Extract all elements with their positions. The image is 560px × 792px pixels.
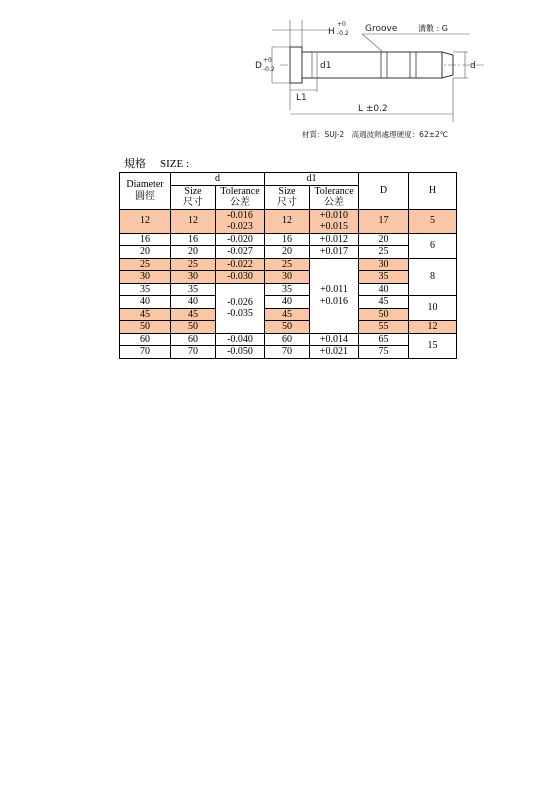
d-tol-cell: -0.027 xyxy=(216,246,265,259)
h-cell: 5 xyxy=(409,209,457,233)
guide-pin-drawing xyxy=(250,10,500,145)
diameter-header-cn: 圓徑 xyxy=(135,190,155,202)
d1-tol-cell: +0.017 xyxy=(310,246,359,259)
size-heading-en: SIZE : xyxy=(160,158,190,170)
table-row xyxy=(120,296,457,309)
big-d-cell: 17 xyxy=(359,209,409,233)
dia-cell: 60 xyxy=(120,333,171,346)
d1-shared-tol-lower: +0.016 xyxy=(319,295,349,307)
dia-cell: 45 xyxy=(120,308,171,321)
d-size-cell: 40 xyxy=(171,296,216,309)
table-row xyxy=(120,246,457,259)
d1-shared-tol-upper: +0.011 xyxy=(320,284,348,295)
d-tol-cell: -0.040 xyxy=(216,333,265,346)
big-d-cell: 25 xyxy=(359,246,409,259)
d-tol-upper: +0 xyxy=(263,57,272,64)
table-row xyxy=(120,209,457,233)
d-label: d xyxy=(470,61,476,71)
dia-cell: 30 xyxy=(120,271,171,284)
h-tol-upper: +0 xyxy=(337,21,346,28)
dia-cell: 50 xyxy=(120,321,171,334)
d-tol-upper: -0.016 xyxy=(227,209,253,221)
big-d-cell: 35 xyxy=(359,271,409,284)
d1-size-cell: 50 xyxy=(265,321,310,334)
big-d-cell: 40 xyxy=(359,283,409,296)
d-tol-cell: -0.050 xyxy=(216,346,265,359)
d1-tol-cell: +0.014 xyxy=(310,333,359,346)
d1-size-header-cn: 尺寸 xyxy=(277,197,297,208)
d1-tol-cell: +0.021 xyxy=(310,346,359,359)
table-row xyxy=(120,308,457,321)
d-tol-cell: -0.030 xyxy=(216,271,265,284)
big-d-cell: 20 xyxy=(359,233,409,246)
d-shared-tol-cell xyxy=(216,283,265,333)
table-header-row xyxy=(120,173,457,186)
dia-cell: 40 xyxy=(120,296,171,309)
d1-tol-header-cn: 公差 xyxy=(324,197,344,208)
dia-cell: 25 xyxy=(120,258,171,271)
d-size-cell: 16 xyxy=(171,233,216,246)
material-note: 材質：SUJ-2 高週波熱處理硬度：62±2℃ xyxy=(302,130,449,139)
h-header: H xyxy=(409,173,457,210)
d-size-cell: 20 xyxy=(171,246,216,259)
diameter-header xyxy=(120,173,171,210)
groove-count-label: 溝數 : G xyxy=(418,24,448,33)
dia-cell: 35 xyxy=(120,283,171,296)
table-row xyxy=(120,283,457,296)
d-tol-lower: -0.2 xyxy=(263,66,275,73)
d-tol-header-cn: 公差 xyxy=(230,197,250,208)
d1-size-cell: 60 xyxy=(265,333,310,346)
table-row xyxy=(120,346,457,359)
d-size-cell: 60 xyxy=(171,333,216,346)
d-size-cell: 25 xyxy=(171,258,216,271)
h-tol-lower: -0.2 xyxy=(337,30,349,37)
h-cell: 8 xyxy=(409,258,457,296)
d1-size-cell: 70 xyxy=(265,346,310,359)
table-row xyxy=(120,258,457,271)
d-tol-lower: -0.023 xyxy=(227,221,253,232)
d-shared-tol-upper: -0.026 xyxy=(227,296,253,308)
d-size-cell: 45 xyxy=(171,308,216,321)
h-label: H xyxy=(328,27,335,37)
table-row xyxy=(120,333,457,346)
d1-size-cell: 25 xyxy=(265,258,310,271)
d-tol-cell: -0.020 xyxy=(216,233,265,246)
d1-size-cell: 20 xyxy=(265,246,310,259)
d1-tol-cell xyxy=(310,209,359,233)
d1-shared-tol-cell xyxy=(310,258,359,333)
big-d-cell: 30 xyxy=(359,258,409,271)
d1-size-header xyxy=(265,185,310,209)
d1-header: d1 xyxy=(265,173,359,186)
table-row xyxy=(120,321,457,334)
dia-cell: 70 xyxy=(120,346,171,359)
d-shared-tol-lower: -0.035 xyxy=(227,308,253,319)
d-header: d xyxy=(171,173,265,186)
d1-tol-header xyxy=(310,185,359,209)
d1-tol-upper: +0.010 xyxy=(319,209,349,221)
h-cell: 12 xyxy=(409,321,457,334)
big-d-header: D xyxy=(359,173,409,210)
d-size-cell: 70 xyxy=(171,346,216,359)
big-d-cell: 50 xyxy=(359,308,409,321)
d1-size-header-en: Size xyxy=(278,185,296,197)
d-size-cell: 35 xyxy=(171,283,216,296)
size-table xyxy=(119,172,457,359)
d-size-header-en: Size xyxy=(184,185,202,197)
l-label: L ±0.2 xyxy=(358,104,388,114)
dia-cell: 12 xyxy=(120,209,171,233)
table-row xyxy=(120,233,457,246)
h-cell: 15 xyxy=(409,333,457,358)
table-row xyxy=(120,271,457,284)
d1-size-cell: 45 xyxy=(265,308,310,321)
d-tol-cell: -0.022 xyxy=(216,258,265,271)
d-size-header-cn: 尺寸 xyxy=(183,197,203,208)
size-heading-cn: 規格 xyxy=(124,158,146,170)
h-cell: 6 xyxy=(409,233,457,258)
d-tol-header-en: Tolerance xyxy=(220,185,260,197)
size-heading xyxy=(124,155,203,171)
d-tol-cell xyxy=(216,209,265,233)
d1-tol-header-en: Tolerance xyxy=(314,185,354,197)
d1-size-cell: 40 xyxy=(265,296,310,309)
d-tol-header xyxy=(216,185,265,209)
groove-label: Groove xyxy=(365,24,398,34)
l1-label: L1 xyxy=(296,93,307,103)
big-d-label: D xyxy=(255,61,262,71)
d-size-cell: 12 xyxy=(171,209,216,233)
d-size-header xyxy=(171,185,216,209)
d1-size-cell: 35 xyxy=(265,283,310,296)
pin-diagram xyxy=(250,10,500,130)
d1-size-cell: 16 xyxy=(265,233,310,246)
big-d-cell: 55 xyxy=(359,321,409,334)
d-size-cell: 50 xyxy=(171,321,216,334)
d1-tol-lower: +0.015 xyxy=(319,221,349,232)
dia-cell: 20 xyxy=(120,246,171,259)
d1-size-cell: 30 xyxy=(265,271,310,284)
diameter-header-en: Diameter xyxy=(126,179,164,191)
d1-size-cell: 12 xyxy=(265,209,310,233)
big-d-cell: 65 xyxy=(359,333,409,346)
big-d-cell: 45 xyxy=(359,296,409,309)
dia-cell: 16 xyxy=(120,233,171,246)
h-cell: 10 xyxy=(409,296,457,321)
big-d-cell: 75 xyxy=(359,346,409,359)
d1-tol-cell: +0.012 xyxy=(310,233,359,246)
d1-label: d1 xyxy=(320,61,332,71)
d-size-cell: 30 xyxy=(171,271,216,284)
